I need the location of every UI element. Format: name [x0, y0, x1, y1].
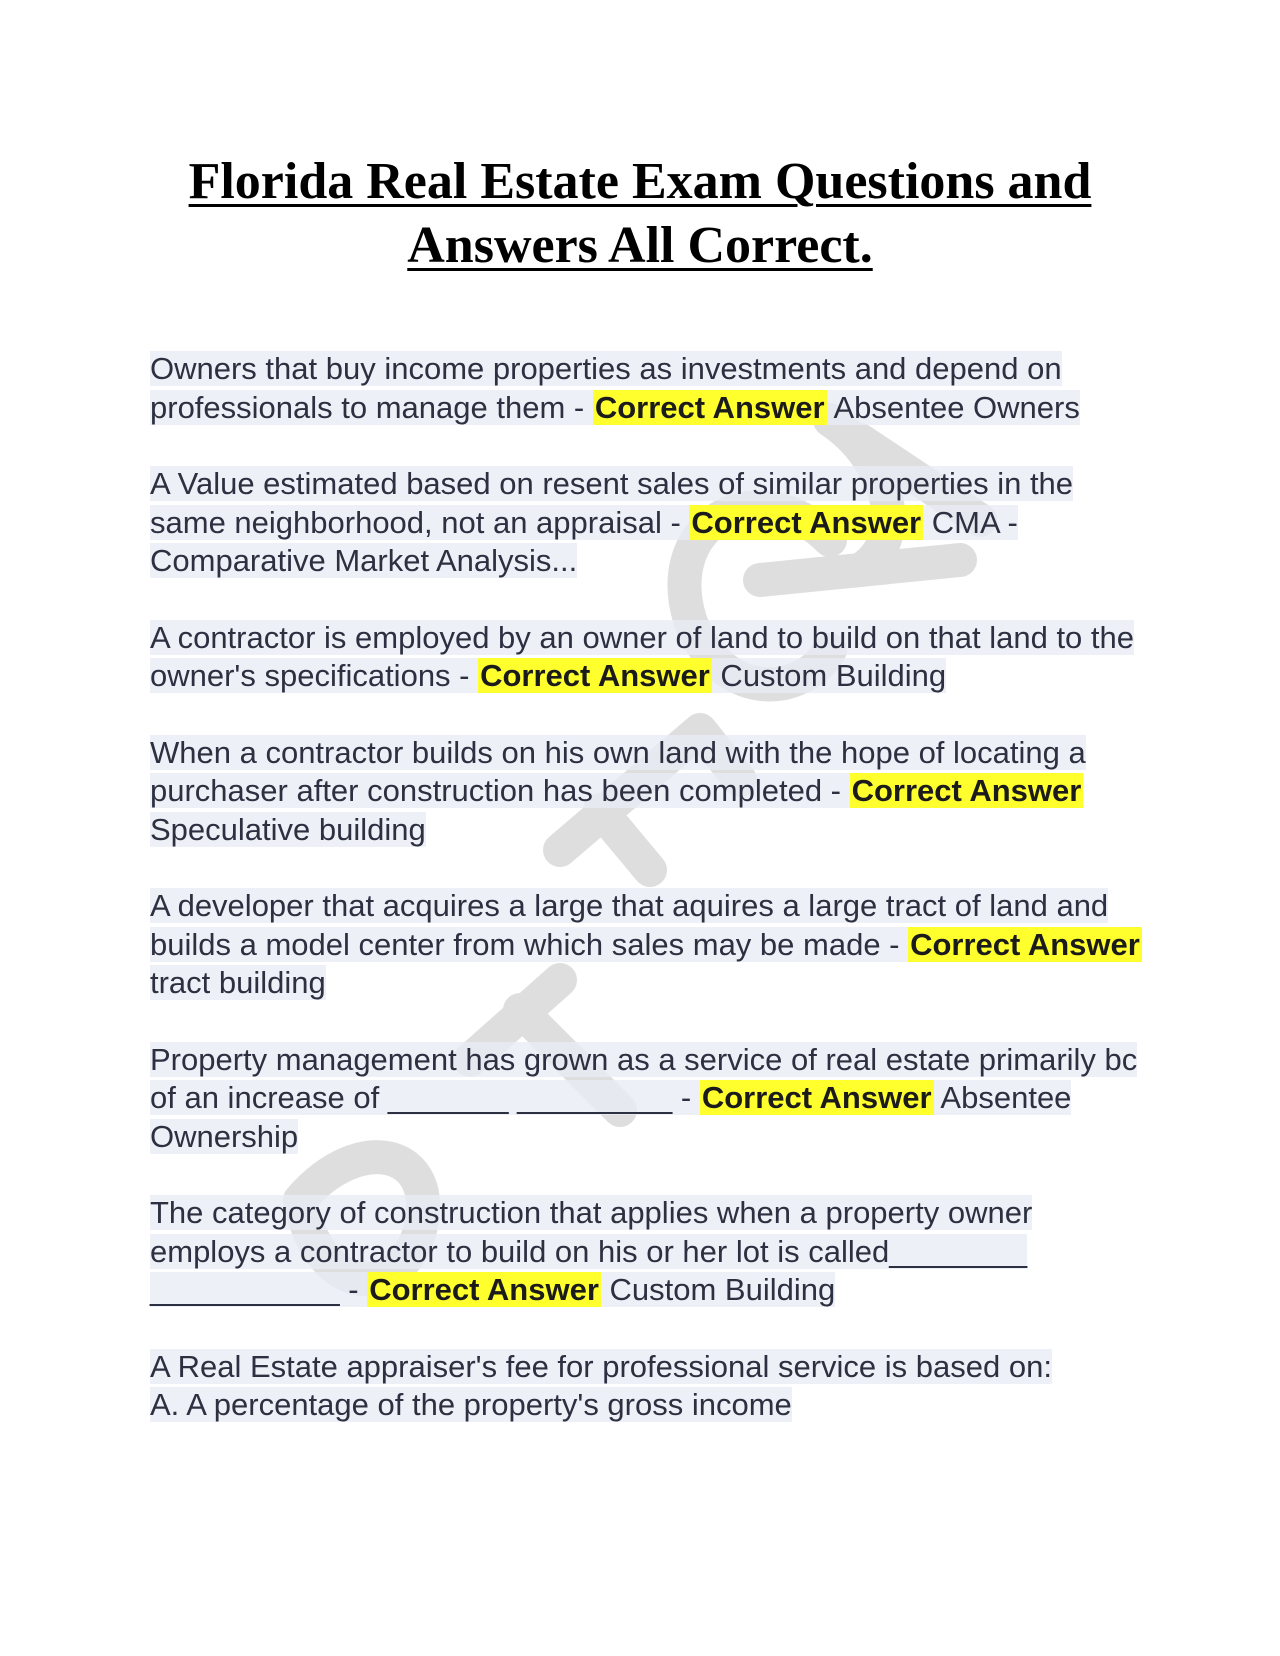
question-text: When a contractor builds on his own land with the hope of locating a purchaser after construction has been completed - — [150, 734, 1086, 808]
qa-item — [150, 350, 1150, 427]
correct-answer-label: Correct Answer — [480, 658, 710, 693]
question-text: Owners that buy income properties as investments and depend on professionals to manage them - — [150, 351, 1062, 425]
qa-text — [150, 1195, 1032, 1307]
qa-item — [150, 1194, 1150, 1310]
qa-item — [150, 734, 1150, 850]
answer-text: tract building — [150, 965, 326, 1000]
answer-text: Custom Building — [600, 1272, 836, 1307]
correct-answer-label: Correct Answer — [691, 504, 922, 540]
answer-text: Custom Building — [711, 658, 947, 693]
question-text: Property management has grown as a service of real estate primarily bc of an increase of _______ _________ - — [150, 1041, 1138, 1115]
correct-answer-label: Correct Answer — [701, 1080, 932, 1115]
qa-text — [150, 351, 1080, 425]
answer-text: Absentee Ownership — [150, 1080, 1072, 1154]
question-text: The category of construction that applies when a property owner employs a contractor to build on his or her lot is called________ ___________ - — [150, 1195, 1033, 1307]
qa-list — [150, 350, 1150, 1463]
qa-text — [150, 735, 1086, 847]
question-text: A Real Estate appraiser's fee for professional service is based on: A. A percentage of the property's gross income — [150, 1348, 1052, 1422]
qa-text — [150, 1042, 1137, 1154]
question-text: A contractor is employed by an owner of land to build on that land to the owner's specifications - — [150, 619, 1135, 693]
question-text: A developer that acquires a large that aquires a large tract of land and builds a model center from which sales may be made - — [150, 888, 1109, 962]
qa-text — [150, 466, 1073, 578]
qa-text — [150, 620, 1134, 694]
answer-text: Absentee Owners — [826, 389, 1080, 425]
qa-text — [150, 888, 1142, 1000]
qa-item — [150, 1348, 1150, 1425]
answer-text: Speculative building — [150, 811, 426, 847]
qa-item — [150, 465, 1150, 581]
answer-text: CMA -Comparative Market Analysis... — [150, 504, 1018, 578]
correct-answer-label: Correct Answer — [369, 1272, 599, 1307]
qa-item — [150, 887, 1150, 1003]
correct-answer-label: Correct Answer — [594, 389, 825, 425]
correct-answer-label: Correct Answer — [910, 926, 1140, 962]
qa-text — [150, 1349, 1052, 1423]
document-title: Florida Real Estate Exam Questions and Answers All Correct. — [188, 153, 1092, 274]
question-text: A Value estimated based on resent sales of similar properties in the same neighborhood, not an appraisal - — [150, 466, 1074, 540]
correct-answer-label: Correct Answer — [851, 773, 1082, 808]
qa-item — [150, 1041, 1150, 1157]
qa-item — [150, 619, 1150, 696]
